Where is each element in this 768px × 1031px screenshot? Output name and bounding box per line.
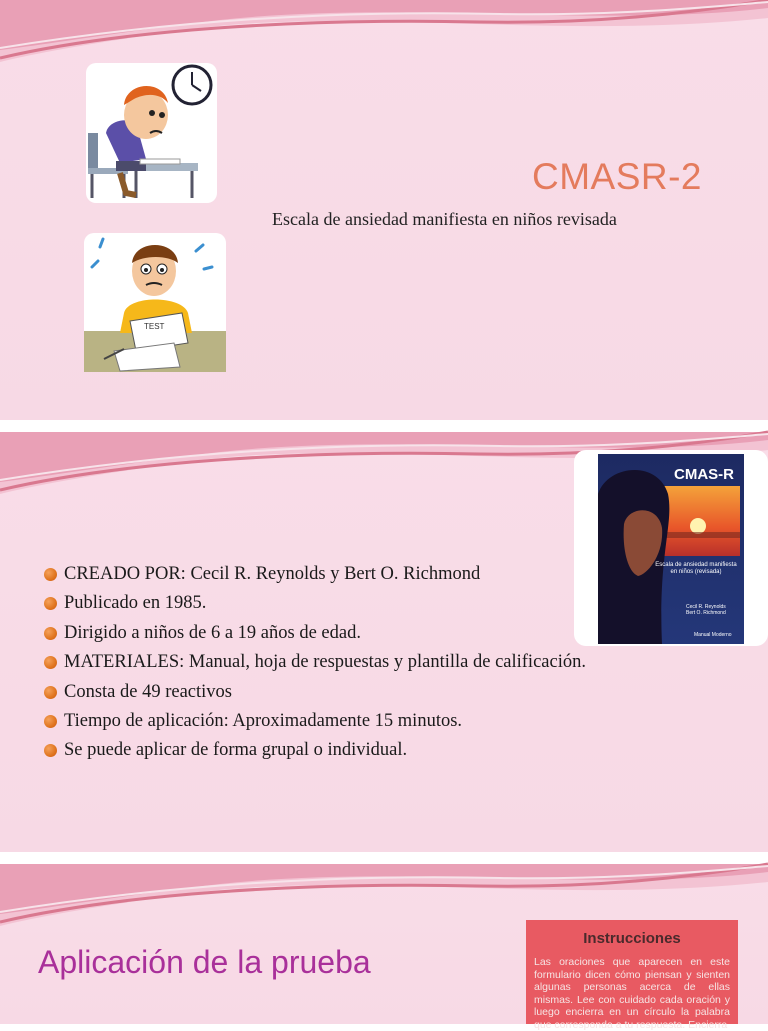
slide-title [0, 0, 768, 420]
bullet-time: Tiempo de aplicación: Aproximadamente 15 minutos. [44, 707, 586, 736]
bullet-created-by: CREADO POR: Cecil R. Reynolds y Bert O. Richmond [44, 560, 586, 589]
bullet-dot-icon [44, 656, 57, 669]
bullet-dot-icon [44, 627, 57, 640]
slide-subtitle-text: Escala de ansiedad manifiesta en niños revisada [272, 209, 617, 229]
bullet-dot-icon [44, 715, 57, 728]
cartoon-boy-desk-image [86, 63, 217, 203]
details-bullet-list [44, 560, 586, 766]
slide-details [0, 432, 768, 852]
instructions-title: Instrucciones [583, 930, 681, 947]
slide-application [0, 864, 768, 1031]
bullet-items: Consta de 49 reactivos [44, 678, 586, 707]
application-title: Aplicación de la prueba [38, 944, 371, 980]
instructions-image [526, 920, 738, 1031]
bullet-published: Publicado en 1985. [44, 589, 586, 618]
bullet-dot-icon [44, 597, 57, 610]
header-swoosh [0, 0, 768, 70]
bullet-materials: MATERIALES: Manual, hoja de respuestas y plantilla de calificación. [44, 648, 586, 677]
slide-title-text: CMASR-2 [531, 156, 702, 197]
book-cover-subtitle: Escala de ansiedad manifiesta en niños (revisada) [655, 562, 737, 575]
bullet-dot-icon [44, 568, 57, 581]
bullet-dot-icon [44, 686, 57, 699]
bullet-format: Se puede aplicar de forma grupal o individual. [44, 736, 586, 765]
book-cover-image [574, 450, 768, 646]
bullet-dot-icon [44, 744, 57, 757]
bullet-age-range: Dirigido a niños de 6 a 19 años de edad. [44, 619, 586, 648]
instructions-text: Las oraciones que aparecen en este formulario dicen cómo piensan y sienten algunas personas acerca de ellas mismas. Lee con cuidado cada oración y luego encierra en un círculo la palabra que corresponda a tu respuesta. Encierra [534, 956, 730, 1031]
test-paper-label: TEST [144, 322, 165, 331]
book-cover-title: CMAS-R [674, 466, 734, 483]
book-cover-authors: Cecil R. Reynolds Bert O. Richmond [686, 604, 726, 616]
book-cover-publisher: Manual Moderno [694, 632, 732, 638]
cartoon-boy-test-image [84, 233, 226, 372]
